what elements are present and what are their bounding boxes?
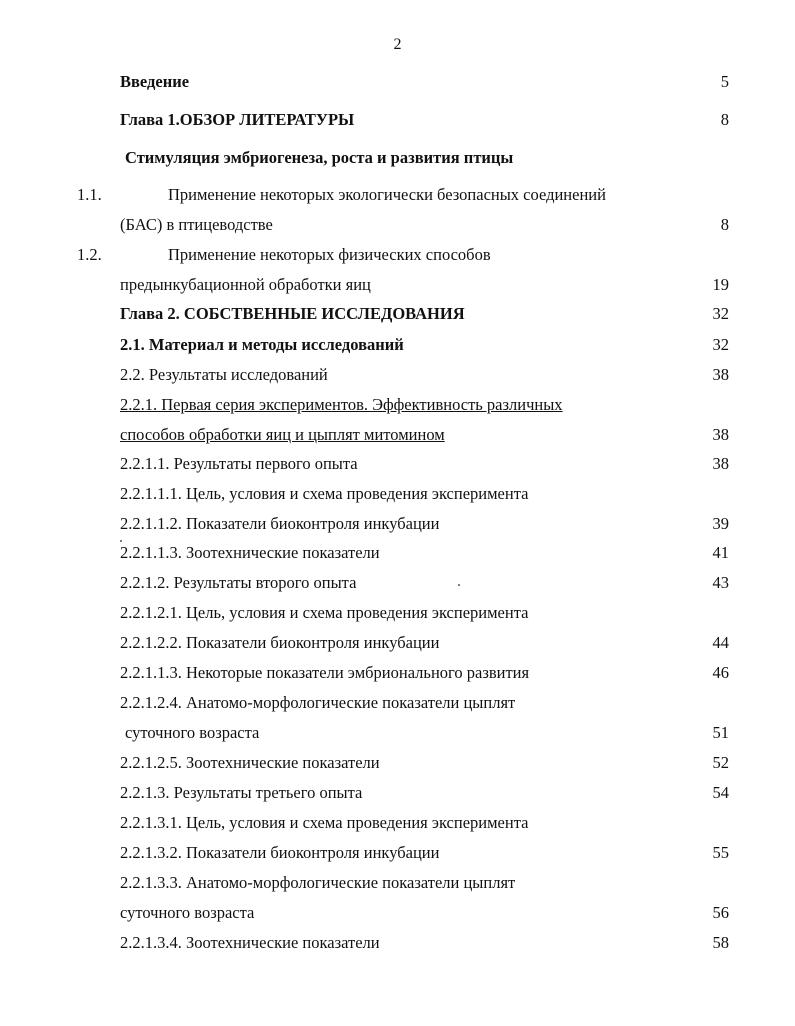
toc-page-2-2-1-3-4: 58 xyxy=(712,933,729,952)
toc-page-2-2-1: 38 xyxy=(712,425,729,444)
toc-entry-chapter-2: Глава 2. СОБСТВЕННЫЕ ИССЛЕДОВАНИЯ xyxy=(120,304,465,323)
toc-entry-2-2-1-1-2: 2.2.1.1.2. Показатели биоконтроля инкубации xyxy=(120,514,440,533)
toc-page-2-2-1-2-5: 52 xyxy=(712,753,729,772)
toc-page-chapter-2: 32 xyxy=(712,304,729,323)
toc-entry-2-2-1-3-3: 2.2.1.3.3. Анатомо-морфологические показатели цыплят xyxy=(120,873,516,892)
toc-entry-2-2-1-3-1: 2.2.1.3.1. Цель, условия и схема проведения эксперимента xyxy=(120,813,529,832)
toc-entry-2-2-1-2-3: 2.2.1.1.3. Некоторые показатели эмбрионального развития xyxy=(120,663,530,682)
scan-speck xyxy=(458,584,460,586)
toc-entry-2-2-1-1-3: 2.2.1.1.3. Зоотехнические показатели xyxy=(120,543,380,562)
toc-entry-2-2-1-2-2: 2.2.1.2.2. Показатели биоконтроля инкубации xyxy=(120,633,440,652)
toc-page-2-2-1-3: 54 xyxy=(712,783,729,802)
scan-speck xyxy=(120,540,122,542)
toc-entry-2-2-1-2-4: 2.2.1.2.4. Анатомо-морфологические показатели цыплят xyxy=(120,693,516,712)
toc-page-2-2-1-1-3: 41 xyxy=(712,543,729,562)
toc-page-2-2-1-3-3: 56 xyxy=(712,903,729,922)
toc-entry-2-2-1-3-2: 2.2.1.3.2. Показатели биоконтроля инкубации xyxy=(120,843,440,862)
toc-page-2-1: 32 xyxy=(712,335,729,354)
toc-entry-2-2-1-1-1: 2.2.1.1.1. Цель, условия и схема проведения эксперимента xyxy=(120,484,529,503)
toc-entry-1-2-cont: предынкубационной обработки яиц xyxy=(120,275,371,294)
toc-number-1-1: 1.1. xyxy=(77,185,102,204)
toc-entry-2-2-1: 2.2.1. Первая серия экспериментов. Эффективность различных xyxy=(120,395,563,414)
toc-entry-chapter-1: Глава 1.ОБЗОР ЛИТЕРАТУРЫ xyxy=(120,110,355,129)
toc-entry-2-1: 2.1. Материал и методы исследований xyxy=(120,335,404,354)
toc-entry-1-1: Применение некоторых экологически безопасных соединений xyxy=(168,185,606,204)
toc-entry-2-2-1-2-1: 2.2.1.2.1. Цель, условия и схема проведения эксперимента xyxy=(120,603,529,622)
toc-page-1-1: 8 xyxy=(720,215,729,234)
page-number: 2 xyxy=(393,36,402,53)
toc-entry-2-2-1-3-4: 2.2.1.3.4. Зоотехнические показатели xyxy=(120,933,380,952)
toc-page-2-2: 38 xyxy=(712,365,729,384)
toc-page-intro: 5 xyxy=(720,72,729,91)
toc-entry-2-2-1-2-4-cont: суточного возраста xyxy=(125,723,260,742)
toc-entry-1-1-cont: (БАС) в птицеводстве xyxy=(120,215,273,234)
toc-page-2-2-1-1: 38 xyxy=(712,454,729,473)
toc-entry-2-2-1-3-3-cont: суточного возраста xyxy=(120,903,255,922)
toc-entry-2-2: 2.2. Результаты исследований xyxy=(120,365,328,384)
toc-entry-2-2-1-2: 2.2.1.2. Результаты второго опыта xyxy=(120,573,357,592)
toc-entry-2-2-1-2-5: 2.2.1.2.5. Зоотехнические показатели xyxy=(120,753,380,772)
toc-page-2-2-1-2: 43 xyxy=(712,573,729,592)
toc-page-2-2-1-2-3: 46 xyxy=(712,663,729,682)
toc-entry-2-2-1-cont: способов обработки яиц и цыплят митомином xyxy=(120,425,445,444)
toc-number-1-2: 1.2. xyxy=(77,245,102,264)
toc-page-2-2-1-2-4: 51 xyxy=(712,723,729,742)
toc-page-2-2-1-2-2: 44 xyxy=(712,633,729,652)
toc-entry-2-2-1-1: 2.2.1.1. Результаты первого опыта xyxy=(120,454,358,473)
toc-entry-2-2-1-3: 2.2.1.3. Результаты третьего опыта xyxy=(120,783,363,802)
toc-page-1-2: 19 xyxy=(712,275,729,294)
toc-page-chapter-1: 8 xyxy=(720,110,729,129)
toc-page-2-2-1-3-2: 55 xyxy=(712,843,729,862)
toc-entry-chapter-1-subtitle: Стимуляция эмбриогенеза, роста и развития птицы xyxy=(125,148,514,167)
toc-entry-intro: Введение xyxy=(120,72,190,91)
toc-page-2-2-1-1-2: 39 xyxy=(712,514,729,533)
toc-entry-1-2: Применение некоторых физических способов xyxy=(168,245,491,264)
